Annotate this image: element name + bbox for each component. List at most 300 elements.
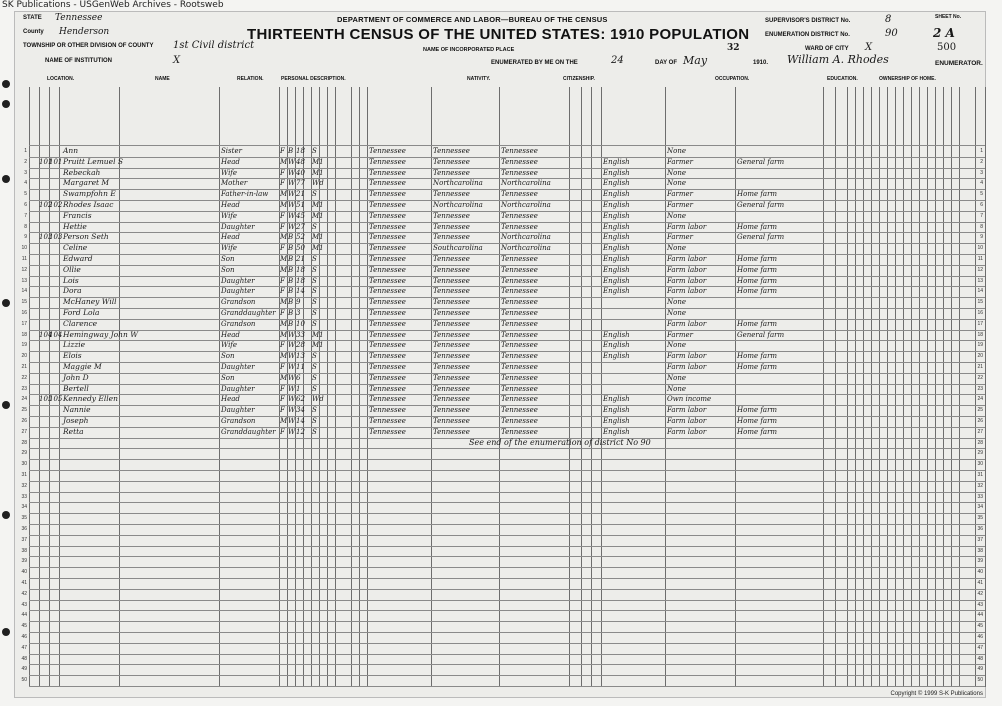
- age: 21: [296, 255, 305, 263]
- birthplace: Tennessee: [369, 201, 406, 209]
- marital-status: S: [312, 276, 317, 285]
- age: 21: [296, 190, 305, 199]
- person-name: Kennedy Ellen: [63, 394, 118, 404]
- family-number: 103: [49, 233, 63, 242]
- birthplace: Tennessee: [369, 190, 406, 199]
- relation: Daughter: [221, 287, 255, 296]
- row-number: 7: [24, 212, 27, 219]
- row-number: 48: [977, 655, 983, 662]
- row-number: 26: [21, 418, 27, 424]
- grid-column-line: [943, 87, 944, 687]
- father-birthplace: Tennessee: [433, 384, 470, 393]
- mother-birthplace: Tennessee: [501, 363, 538, 371]
- row-number: 30: [977, 461, 983, 468]
- race: B: [288, 319, 294, 328]
- race: W: [288, 222, 296, 231]
- sheet-label: SHEET No.: [935, 14, 962, 20]
- row-rule: [29, 600, 985, 601]
- row-rule: [29, 481, 985, 482]
- birthplace: Tennessee: [369, 373, 406, 382]
- person-name: Francis: [63, 210, 92, 220]
- age: 51: [296, 201, 305, 209]
- relation: Son: [221, 352, 235, 361]
- row-number: 37: [21, 536, 27, 543]
- row-number: 3: [980, 169, 983, 176]
- marital-status: M1: [312, 233, 324, 242]
- grid-column-line: [959, 87, 960, 687]
- marital-status: S: [312, 417, 317, 425]
- father-birthplace: Tennessee: [433, 211, 470, 220]
- marital-status: M1: [312, 157, 324, 166]
- race: W: [288, 395, 296, 404]
- race: B: [288, 287, 294, 296]
- birthplace: Tennessee: [369, 287, 406, 296]
- sex: M: [280, 319, 288, 328]
- birthplace: Tennessee: [369, 276, 406, 285]
- mother-birthplace: Tennessee: [501, 190, 538, 199]
- age: 11: [296, 363, 305, 371]
- industry: Home farm: [737, 319, 778, 328]
- grid-column-line: [871, 87, 872, 687]
- language: English: [603, 179, 630, 188]
- row-number: 46: [977, 634, 983, 640]
- language: English: [603, 427, 630, 436]
- marital-status: M1: [312, 330, 324, 339]
- row-number: 18: [977, 331, 983, 338]
- row-number: 44: [977, 612, 983, 619]
- page-title: THIRTEENTH CENSUS OF THE UNITED STATES: 1910 POPULATION: [247, 26, 750, 43]
- marital-status: S: [312, 373, 317, 382]
- row-number: 22: [977, 374, 983, 381]
- language: English: [603, 255, 630, 263]
- col-citizenship: CITIZENSHIP.: [563, 76, 595, 82]
- race: W: [288, 211, 296, 220]
- relation: Wife: [221, 168, 238, 177]
- col-relation: RELATION.: [237, 76, 264, 82]
- row-number: 32: [21, 482, 27, 489]
- row-number: 49: [21, 666, 27, 673]
- row-number: 1: [980, 148, 983, 154]
- col-location: LOCATION.: [47, 76, 75, 82]
- birthplace: Tennessee: [369, 211, 406, 220]
- row-number: 24: [21, 396, 27, 403]
- day-label: DAY OF: [655, 60, 678, 66]
- sex: F: [280, 427, 285, 436]
- birthplace: Tennessee: [369, 363, 406, 371]
- age: 6: [296, 373, 301, 382]
- state-value: Tennessee: [55, 13, 103, 23]
- row-number: 23: [21, 385, 27, 392]
- trade: Farm labor: [667, 287, 707, 296]
- industry: General farm: [737, 233, 785, 242]
- row-number: 12: [977, 266, 983, 273]
- mother-birthplace: Tennessee: [501, 211, 538, 220]
- birthplace: Tennessee: [369, 168, 406, 177]
- industry: Home farm: [737, 287, 778, 296]
- person-name: Elois: [63, 351, 82, 361]
- birthplace: Tennessee: [369, 330, 406, 339]
- grid-column-line: [499, 87, 500, 687]
- relation: Head: [221, 157, 240, 166]
- row-number: 5: [24, 191, 27, 198]
- col-ownership: OWNERSHIP OF HOME.: [879, 76, 936, 82]
- father-birthplace: Northcarolina: [433, 179, 483, 188]
- person-name: Retta: [63, 426, 84, 436]
- person-name: Edward: [63, 254, 93, 263]
- father-birthplace: Tennessee: [433, 427, 470, 436]
- ward-value: X: [865, 42, 873, 53]
- row-number: 45: [977, 623, 983, 630]
- father-birthplace: Tennessee: [433, 147, 470, 155]
- row-rule: [29, 686, 985, 687]
- age: 13: [296, 352, 305, 361]
- row-number: 17: [21, 320, 27, 327]
- enumeration-label: ENUMERATION DISTRICT No.: [765, 32, 850, 38]
- race: W: [288, 406, 296, 415]
- language: English: [603, 265, 630, 274]
- row-number: 33: [977, 493, 983, 500]
- sex: F: [280, 384, 285, 393]
- mother-birthplace: Tennessee: [501, 255, 538, 263]
- birthplace: Tennessee: [369, 395, 406, 404]
- trade: None: [667, 147, 686, 155]
- age: 33: [296, 330, 305, 339]
- row-number: 47: [977, 644, 983, 651]
- birthplace: Tennessee: [369, 427, 406, 436]
- industry: Home farm: [737, 352, 778, 361]
- father-birthplace: Tennessee: [433, 222, 470, 231]
- row-number: 44: [21, 612, 27, 619]
- age: 12: [296, 427, 305, 436]
- father-birthplace: Tennessee: [433, 319, 470, 328]
- person-name: Margaret M: [63, 178, 110, 188]
- row-number: 16: [977, 310, 983, 316]
- mother-birthplace: Northcarolina: [501, 244, 551, 253]
- row-number: 2: [24, 158, 27, 165]
- row-number: 34: [21, 504, 27, 511]
- row-number: 39: [21, 558, 27, 565]
- row-number: 31: [21, 472, 27, 478]
- race: W: [288, 417, 296, 425]
- relation: Granddaughter: [221, 427, 276, 436]
- trade: Farm labor: [667, 427, 707, 436]
- col-education: EDUCATION.: [827, 76, 858, 82]
- age: 45: [296, 211, 305, 220]
- row-number: 50: [977, 677, 983, 684]
- dwelling-number: 102: [39, 201, 53, 209]
- row-rule: [29, 664, 985, 665]
- industry: Home farm: [737, 255, 778, 263]
- relation: Daughter: [221, 406, 255, 415]
- father-birthplace: Tennessee: [433, 233, 470, 242]
- relation: Daughter: [221, 276, 255, 285]
- trade: Farm labor: [667, 265, 707, 274]
- age: 77: [296, 179, 305, 188]
- industry: General farm: [737, 157, 785, 166]
- census-grid: [21, 87, 985, 687]
- row-rule: [29, 502, 985, 503]
- enumerated-label: ENUMERATED BY ME ON THE: [491, 60, 578, 66]
- enumeration-district: 90: [885, 28, 898, 39]
- row-number: 42: [21, 590, 27, 597]
- sheet-side-number: 32: [727, 43, 740, 53]
- row-rule: [29, 459, 985, 460]
- row-number: 1: [24, 148, 27, 154]
- marital-status: M1: [312, 211, 324, 220]
- trade: Farmer: [667, 201, 694, 209]
- race: B: [288, 265, 294, 274]
- age: 52: [296, 233, 305, 242]
- row-number: 31: [977, 472, 983, 478]
- person-name: Bertell: [63, 383, 89, 393]
- row-rule: [29, 578, 985, 579]
- marital-status: M1: [312, 201, 324, 209]
- age: 50: [296, 244, 305, 253]
- birthplace: Tennessee: [369, 179, 406, 188]
- row-number: 19: [21, 342, 27, 349]
- industry: Home farm: [737, 276, 778, 285]
- mother-birthplace: Tennessee: [501, 298, 538, 307]
- trade: None: [667, 309, 686, 317]
- row-rule: [29, 513, 985, 514]
- grid-column-line: [665, 87, 666, 687]
- language: English: [603, 244, 630, 253]
- father-birthplace: Tennessee: [433, 330, 470, 339]
- row-number: 27: [21, 428, 27, 435]
- grid-column-line: [335, 87, 336, 687]
- father-birthplace: Tennessee: [433, 190, 470, 199]
- father-birthplace: Tennessee: [433, 406, 470, 415]
- row-number: 48: [21, 655, 27, 662]
- marital-status: S: [312, 265, 317, 274]
- mother-birthplace: Tennessee: [501, 168, 538, 177]
- birthplace: Tennessee: [369, 309, 406, 317]
- age: 14: [296, 417, 305, 425]
- row-number: 14: [21, 288, 27, 295]
- father-birthplace: Tennessee: [433, 341, 470, 350]
- age: 10: [296, 319, 305, 328]
- mother-birthplace: Tennessee: [501, 395, 538, 404]
- end-of-district-note: See end of the enumeration of district No 90: [469, 437, 651, 447]
- binder-hole: [2, 100, 10, 108]
- grid-column-line: [591, 87, 592, 687]
- row-number: 9: [24, 234, 27, 241]
- binder-hole: [2, 299, 10, 307]
- relation: Father-in-law: [221, 190, 269, 199]
- grid-column-line: [835, 87, 836, 687]
- row-number: 42: [977, 590, 983, 597]
- father-birthplace: Tennessee: [433, 298, 470, 307]
- trade: None: [667, 373, 686, 382]
- birthplace: Tennessee: [369, 157, 406, 166]
- marital-status: S: [312, 427, 317, 436]
- birthplace: Tennessee: [369, 233, 406, 242]
- person-name: Ann: [63, 146, 79, 155]
- marital-status: S: [312, 309, 317, 317]
- mother-birthplace: Tennessee: [501, 147, 538, 155]
- age: 18: [296, 276, 305, 285]
- family-number: 105: [49, 395, 63, 404]
- row-number: 22: [21, 374, 27, 381]
- grid-column-line: [39, 87, 40, 687]
- father-birthplace: Northcarolina: [433, 201, 483, 209]
- row-rule: [29, 643, 985, 644]
- row-number: 41: [21, 580, 27, 586]
- row-number: 38: [977, 547, 983, 554]
- language: English: [603, 287, 630, 296]
- grid-column-line: [359, 87, 360, 687]
- row-rule: [29, 524, 985, 525]
- father-birthplace: Tennessee: [433, 352, 470, 361]
- person-name: Dora: [63, 286, 82, 296]
- row-number: 13: [977, 277, 983, 284]
- person-name: Person Seth: [63, 232, 109, 242]
- grid-column-line: [927, 87, 928, 687]
- relation: Grandson: [221, 319, 256, 328]
- race: W: [288, 341, 296, 350]
- language: English: [603, 157, 630, 166]
- row-rule: [29, 492, 985, 493]
- language: English: [603, 417, 630, 425]
- copyright-notice: Copyright © 1999 S-K Publications: [890, 691, 983, 697]
- race: B: [288, 255, 294, 263]
- row-number: 30: [21, 461, 27, 468]
- relation: Grandson: [221, 417, 256, 425]
- age: 40: [296, 168, 305, 177]
- mother-birthplace: Tennessee: [501, 384, 538, 393]
- row-number: 29: [21, 450, 27, 457]
- mother-birthplace: Tennessee: [501, 417, 538, 425]
- race: B: [288, 298, 294, 307]
- industry: Home farm: [737, 363, 778, 371]
- trade: Farmer: [667, 330, 694, 339]
- relation: Head: [221, 330, 240, 339]
- father-birthplace: Tennessee: [433, 395, 470, 404]
- sex: F: [280, 309, 285, 317]
- year-label: 1910.: [753, 60, 769, 66]
- row-number: 39: [977, 558, 983, 565]
- race: W: [288, 352, 296, 361]
- language: English: [603, 168, 630, 177]
- row-number: 25: [977, 407, 983, 414]
- marital-status: S: [312, 190, 317, 199]
- family-number: 101: [49, 157, 63, 166]
- father-birthplace: Tennessee: [433, 265, 470, 274]
- grid-column-line: [569, 87, 570, 687]
- row-number: 20: [21, 353, 27, 360]
- person-name: Rebeckah: [63, 167, 101, 177]
- relation: Wife: [221, 211, 238, 220]
- age: 18: [296, 147, 305, 155]
- county-label: County: [23, 29, 44, 35]
- race: W: [288, 168, 296, 177]
- birthplace: Tennessee: [369, 147, 406, 155]
- race: W: [288, 384, 296, 393]
- trade: Farm labor: [667, 363, 707, 371]
- marital-status: Wd: [312, 395, 324, 404]
- birthplace: Tennessee: [369, 417, 406, 425]
- row-number: 41: [977, 580, 983, 586]
- row-number: 8: [980, 223, 983, 230]
- race: W: [288, 330, 296, 339]
- sex: M: [280, 352, 288, 361]
- row-number: 24: [977, 396, 983, 403]
- trade: None: [667, 179, 686, 188]
- relation: Son: [221, 373, 235, 382]
- grid-column-line: [735, 87, 736, 687]
- row-number: 8: [24, 223, 27, 230]
- person-name: John D: [63, 372, 89, 382]
- person-name: Swampfohn E: [63, 189, 116, 199]
- grid-column-line: [863, 87, 864, 687]
- relation: Granddaughter: [221, 309, 276, 317]
- state-label: STATE: [23, 15, 42, 21]
- binder-hole: [2, 401, 10, 409]
- father-birthplace: Tennessee: [433, 255, 470, 263]
- sex: F: [280, 363, 285, 371]
- mother-birthplace: Tennessee: [501, 330, 538, 339]
- row-rule: [29, 535, 985, 536]
- department-heading: DEPARTMENT OF COMMERCE AND LABOR—BUREAU OF THE CENSUS: [337, 15, 608, 24]
- dwelling-number: 105: [39, 395, 53, 404]
- row-rule: [29, 556, 985, 557]
- col-nativity: NATIVITY.: [467, 76, 491, 82]
- enumerator-label: ENUMERATOR.: [935, 60, 983, 67]
- grid-column-line: [895, 87, 896, 687]
- binder-hole: [2, 80, 10, 88]
- person-name: Joseph: [63, 416, 89, 425]
- trade: None: [667, 168, 686, 177]
- race: B: [288, 244, 294, 253]
- relation: Son: [221, 265, 235, 274]
- father-birthplace: Tennessee: [433, 417, 470, 425]
- birthplace: Tennessee: [369, 222, 406, 231]
- relation: Head: [221, 395, 240, 404]
- mother-birthplace: Northcarolina: [501, 201, 551, 209]
- row-number: 37: [977, 536, 983, 543]
- row-number: 23: [977, 385, 983, 392]
- row-number: 38: [21, 547, 27, 554]
- birthplace: Tennessee: [369, 265, 406, 274]
- race: W: [288, 363, 296, 371]
- grid-column-line: [919, 87, 920, 687]
- trade: Farm labor: [667, 255, 707, 263]
- grid-column-line: [431, 87, 432, 687]
- age: 9: [296, 298, 301, 307]
- township-value: 1st Civil district: [173, 40, 255, 51]
- industry: Home farm: [737, 265, 778, 274]
- row-number: 15: [977, 299, 983, 306]
- row-number: 17: [977, 320, 983, 327]
- row-number: 5: [980, 191, 983, 198]
- row-number: 21: [977, 364, 983, 370]
- row-rule: [29, 621, 985, 622]
- marital-status: S: [312, 222, 317, 231]
- trade: Farmer: [667, 233, 694, 242]
- father-birthplace: Southcarolina: [433, 244, 483, 253]
- person-name: Ford Lola: [63, 308, 100, 317]
- birthplace: Tennessee: [369, 319, 406, 328]
- language: English: [603, 201, 630, 209]
- sex: F: [280, 395, 285, 404]
- row-number: 11: [977, 256, 983, 262]
- row-number: 43: [977, 601, 983, 608]
- relation: Grandson: [221, 298, 256, 307]
- grid-column-line: [351, 87, 352, 687]
- language: English: [603, 352, 630, 361]
- institution-label: NAME OF INSTITUTION: [45, 58, 112, 64]
- grid-column-line: [327, 87, 328, 687]
